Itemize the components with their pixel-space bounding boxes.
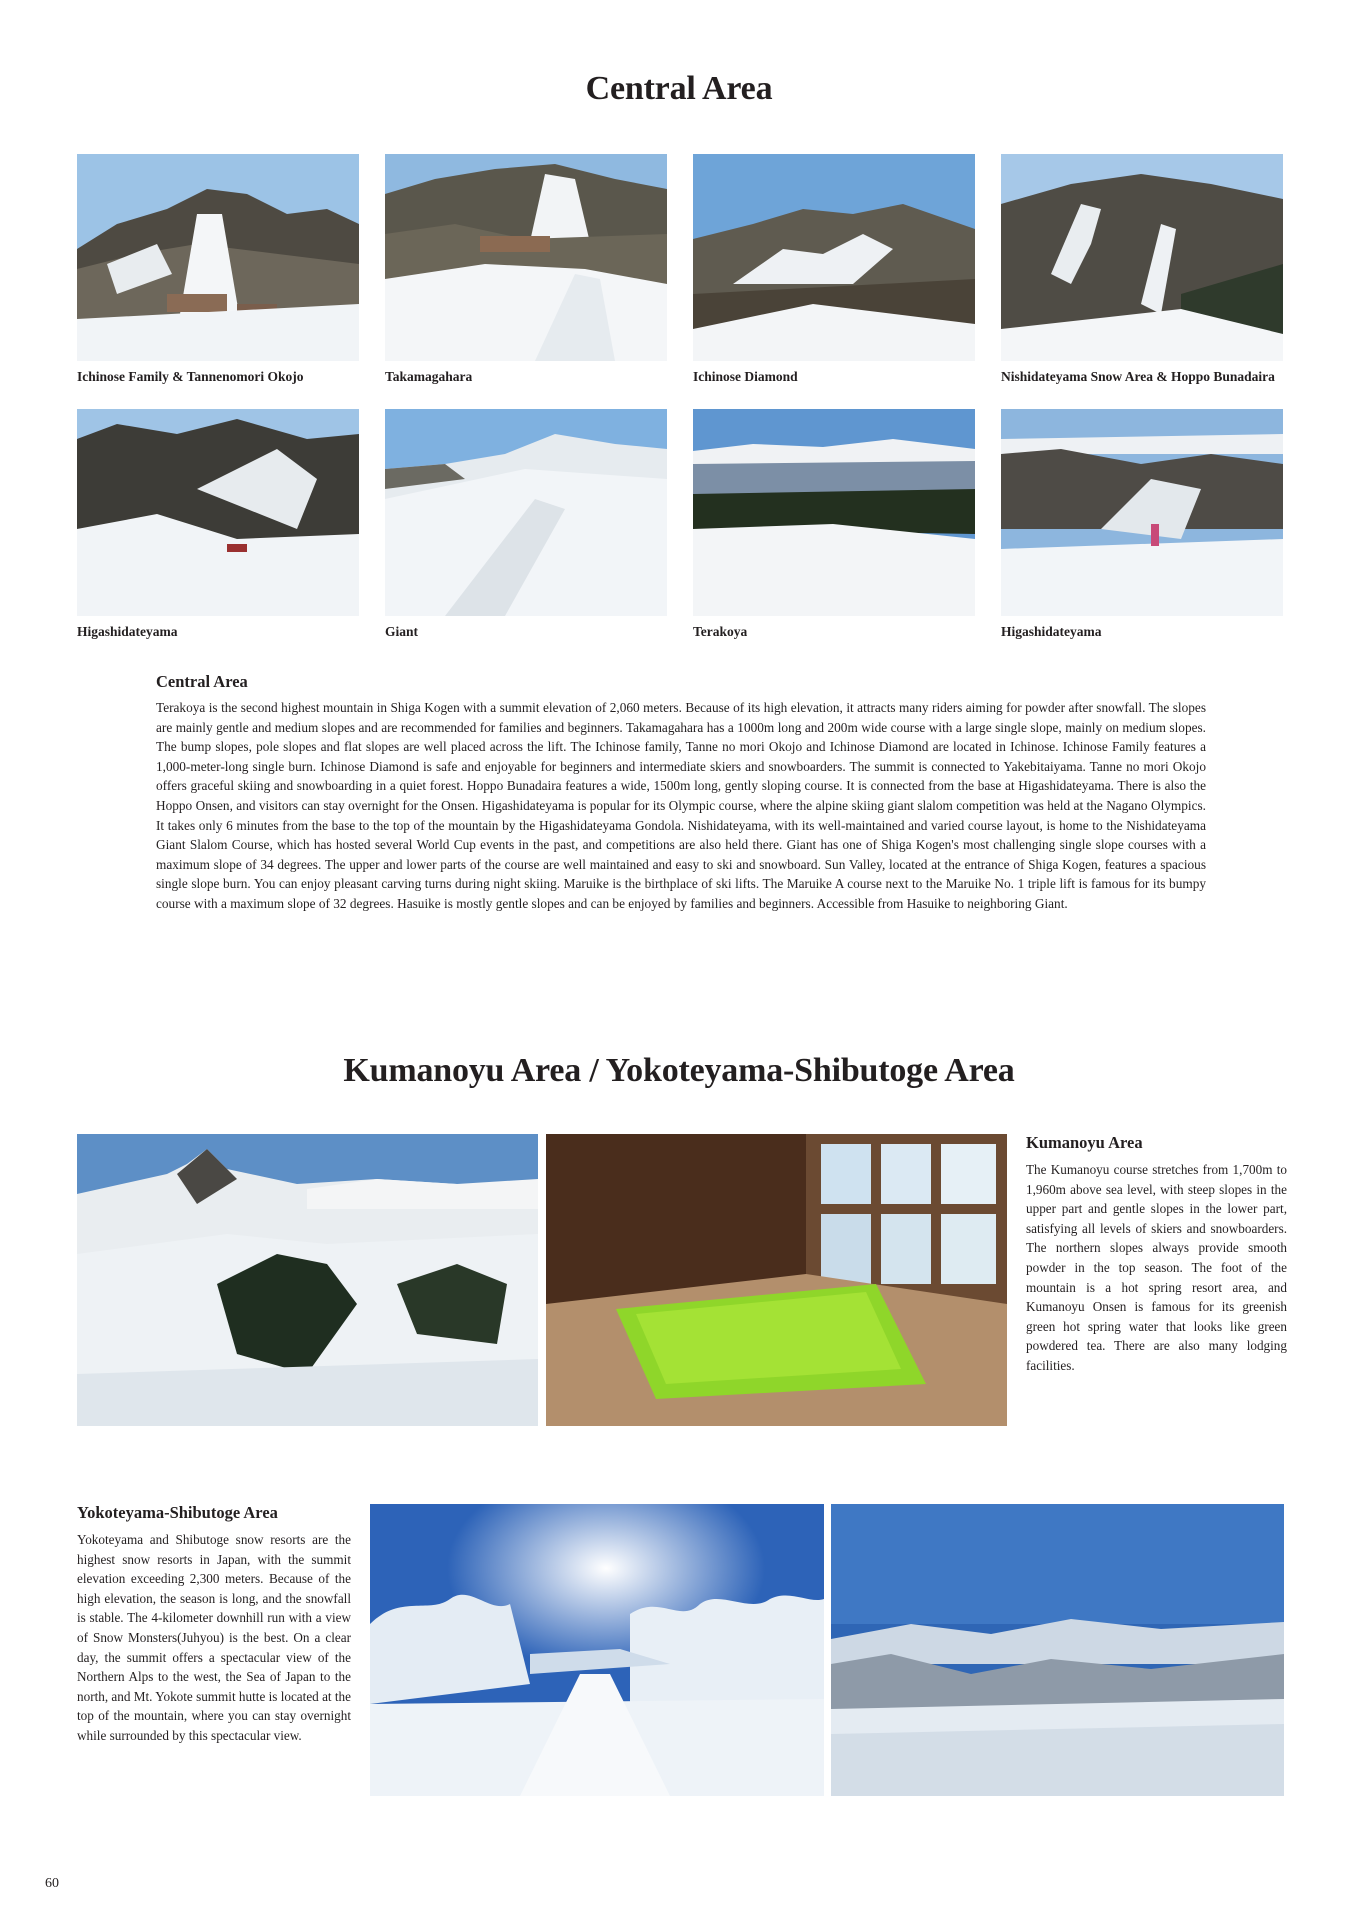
caption-nishidateyama: Nishidateyama Snow Area & Hoppo Bunadaira: [1001, 369, 1275, 384]
photo-higashidateyama-1: [77, 409, 359, 616]
central-area-title: Central Area: [585, 70, 773, 107]
photo-takamagahara: [385, 154, 667, 361]
caption-takamagahara: Takamagahara: [385, 369, 473, 384]
photo-snow-monsters: [370, 1504, 824, 1796]
page-number: 60: [45, 1876, 59, 1891]
photo-nishidateyama: [1001, 154, 1283, 361]
caption-ichinose-diamond: Ichinose Diamond: [693, 369, 798, 384]
photo-yokoteyama-view: [831, 1504, 1284, 1796]
kumanoyu-text: The Kumanoyu course stretches from 1,700m to 1,960m above sea level, with steep slopes in the upper part and gentle slopes in the lower part, satisfying all levels of skiers and snowboarders. The northern slopes always provide smooth powder in the top season. The foot of the mountain is a hot spring resort area, and Kumanoyu Onsen is famous for its greenish green hot spring water that looks like green powdered tea. There are also many lodging facilities.: [1026, 1162, 1287, 1373]
photo-ichinose-family: [77, 154, 359, 361]
caption-giant: Giant: [385, 624, 419, 639]
caption-higashidateyama-2: Higashidateyama: [1001, 624, 1102, 639]
yokoteyama-heading: Yokoteyama-Shibutoge Area: [77, 1503, 278, 1522]
caption-ichinose-family: Ichinose Family & Tannenomori Okojo: [77, 369, 304, 384]
kumanoyu-yokoteyama-title: Kumanoyu Area / Yokoteyama-Shibutoge Area: [343, 1052, 1015, 1089]
photo-terakoya: [693, 409, 975, 616]
photo-kumanoyu-onsen: [546, 1134, 1007, 1426]
photo-kumanoyu-slopes: [77, 1134, 538, 1426]
central-description-heading: Central Area: [156, 672, 248, 691]
photo-higashidateyama-2: [1001, 409, 1283, 616]
central-description: Terakoya is the second highest mountain in Shiga Kogen with a summit elevation of 2,060 meters. Because of its high elevation, it attracts many riders aiming for powder after snowfall. The slopes are mainly gentle and medium slopes and are recommended for families and beginners. Takamagahara has a 1000m long and 200m wide course with a large single slope, mainly on medium slopes. The bump slopes, pole slopes and flat slopes are well placed across the lift. The Ichinose family, Tanne no mori Okojo and Ichinose Diamond are located in Ichinose. Ichinose Family features a 1,000-meter-long single burn. Ichinose Diamond is safe and enjoyable for beginners and intermediate skiers and snowboarders. The summit is connected to Yakebitaiyama. Tanne no mori Okojo offers graceful skiing and snowboarding in a quiet forest. Hoppo Bunadaira features a wide, 1500m long, gently sloping course. It is connected from the base at Higashidateyama. There is also the Hoppo Onsen, and visitors can stay overnight for the Onsen. Higashidateyama is popular for its Olympic course, where the alpine skiing giant slalom competition was held at the Nagano Olympics. It takes only 6 minutes from the base to the top of the mountain by the Higashidateyama Gondola. Nishidateyama, with its well-maintained and varied course layout, is home to the Nishidateyama Giant Slalom Course, which has hosted several World Cup events in the past, and competitions are also held there. Giant has one of Shiga Kogen's most challenging single slope courses with a maximum slope of 34 degrees. The upper and lower parts of the course are well maintained and easy to ski and snowboard. Sun Valley, located at the entrance of Shiga Kogen, features a spacious single slope burn. You can enjoy pleasant carving turns during night skiing. Maruike is the birthplace of ski lifts. The Maruike A course next to the Maruike No. 1 triple lift is famous for its bumpy course with a maximum slope of 32 degrees. Hasuike is mostly gentle slopes and can be enjoyed by families and beginners. Accessible from Hasuike to neighboring Giant.: [156, 700, 1206, 911]
kumanoyu-heading: Kumanoyu Area: [1026, 1133, 1143, 1152]
photo-ichinose-diamond: [693, 154, 975, 361]
yokoteyama-text: Yokoteyama and Shibutoge snow resorts are the highest snow resorts in Japan, with the summit elevation exceeding 2,300 meters. Because of the high elevation, the season is long, and the snowfall is stable. The 4-kilometer downhill run with a view of Snow Monsters(Juhyou) is the best. On a clear day, the summit offers a spectacular view of the Northern Alps to the west, the Sea of Japan to the north, and Mt. Yokote summit hutte is located at the top of the mountain, where you can stay overnight while surrounded by this spectacular view.: [77, 1532, 351, 1743]
caption-higashidateyama-1: Higashidateyama: [77, 624, 178, 639]
photo-giant: [385, 409, 667, 616]
caption-terakoya: Terakoya: [693, 624, 748, 639]
